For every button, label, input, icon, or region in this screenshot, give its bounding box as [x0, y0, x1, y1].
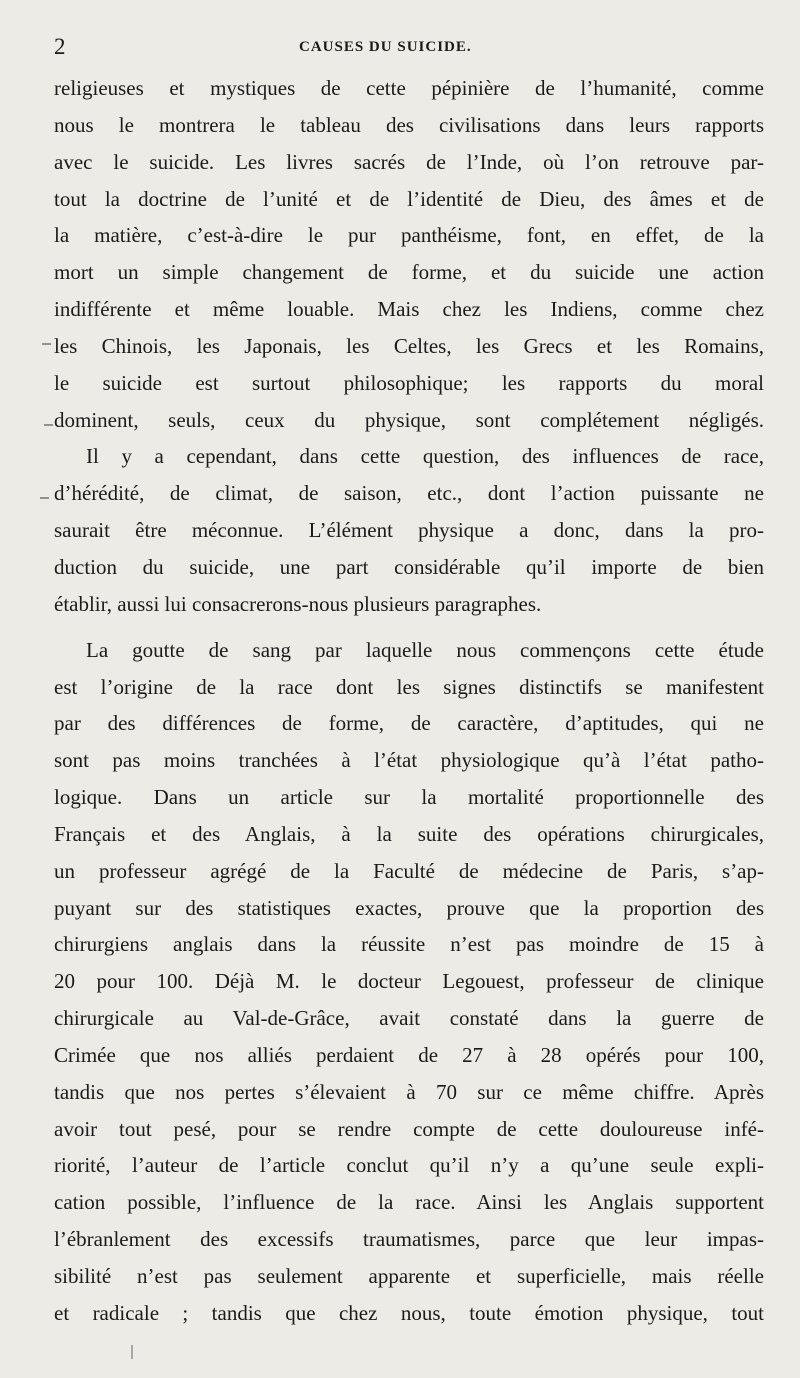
text-line: la matière, c’est-à-dire le pur panthéisme, font, en effet, de la [54, 223, 764, 248]
page-number: 2 [54, 34, 66, 59]
text-line: tout la doctrine de l’unité et de l’identité de Dieu, des âmes et de [54, 186, 764, 211]
text-line: Français et des Anglais, à la suite des opérations chirurgicales, [54, 821, 764, 846]
text-line: sont pas moins tranchées à l’état physiologique qu’à l’état patho- [54, 748, 764, 773]
running-title: CAUSES DU SUICIDE. [299, 39, 472, 55]
running-head [54, 34, 762, 62]
text-line: saurait être méconnue. L’élément physique a donc, dans la pro- [54, 518, 764, 543]
text-line: chirurgicale au Val-de-Grâce, avait constaté dans la guerre de [54, 1006, 764, 1031]
text-line: avec le suicide. Les livres sacrés de l’Inde, où l’on retrouve par- [54, 149, 764, 174]
text-line: indifférente et même louable. Mais chez les Indiens, comme chez [54, 297, 764, 322]
text-line: un professeur agrégé de la Faculté de médecine de Paris, s’ap- [54, 858, 764, 883]
text-line: dominent, seuls, ceux du physique, sont complétement négligés. [54, 407, 764, 432]
margin-mark [40, 497, 49, 499]
text-line: le suicide est surtout philosophique; les rapports du moral [54, 370, 764, 395]
text-line: logique. Dans un article sur la mortalité proportionnelle des [54, 785, 764, 810]
text-line: puyant sur des statistiques exactes, prouve que la proportion des [54, 895, 764, 920]
margin-mark [44, 424, 53, 426]
text-line: 20 pour 100. Déjà M. le docteur Legouest, professeur de clinique [54, 969, 764, 994]
text-line: d’hérédité, de climat, de saison, etc., dont l’action puissante ne [54, 481, 764, 506]
text-line: et radicale ; tandis que chez nous, toute émotion physique, tout [54, 1300, 764, 1325]
text-line: l’ébranlement des excessifs traumatismes, parce que leur impas- [54, 1227, 764, 1252]
text-line: sibilité n’est pas seulement apparente et superficielle, mais réelle [54, 1264, 764, 1288]
text-line: cation possible, l’influence de la race. Ainsi les Anglais supportent [54, 1190, 764, 1215]
paragraph-gap [54, 623, 764, 632]
paragraph-start-line: Il y a cependant, dans cette question, des influences de race, [86, 444, 764, 469]
text-line: est l’origine de la race dont les signes distinctifs se manifestent [54, 674, 764, 699]
text-line: par des différences de forme, de caractère, d’aptitudes, qui ne [54, 711, 764, 736]
text-line: chirurgiens anglais dans la réussite n’est pas moindre de 15 à [54, 932, 764, 957]
text-line: avoir tout pesé, pour se rendre compte de cette douloureuse infé- [54, 1116, 764, 1141]
text-line: mort un simple changement de forme, et du suicide une action [54, 260, 764, 285]
margin-mark [42, 343, 51, 345]
paragraph-start-line: La goutte de sang par laquelle nous commençons cette étude [86, 637, 764, 662]
text-line: religieuses et mystiques de cette pépinière de l’humanité, comme [54, 76, 764, 100]
text-line: Crimée que nos alliés perdaient de 27 à 28 opérés pour 100, [54, 1042, 764, 1067]
text-line: duction du suicide, une part considérable qu’il importe de bien [54, 554, 764, 579]
margin-mark [131, 1345, 133, 1359]
body-text [54, 70, 764, 1332]
text-line: les Chinois, les Japonais, les Celtes, les Grecs et les Romains, [54, 333, 764, 358]
text-line: riorité, l’auteur de l’article conclut qu’il n’y a qu’une seule expli- [54, 1153, 764, 1178]
paragraph-end-line: établir, aussi lui consacrerons-nous plusieurs paragraphes. [54, 591, 542, 616]
text-line: nous le montrera le tableau des civilisations dans leurs rapports [54, 112, 764, 137]
text-line: tandis que nos pertes s’élevaient à 70 sur ce même chiffre. Après [54, 1079, 764, 1104]
